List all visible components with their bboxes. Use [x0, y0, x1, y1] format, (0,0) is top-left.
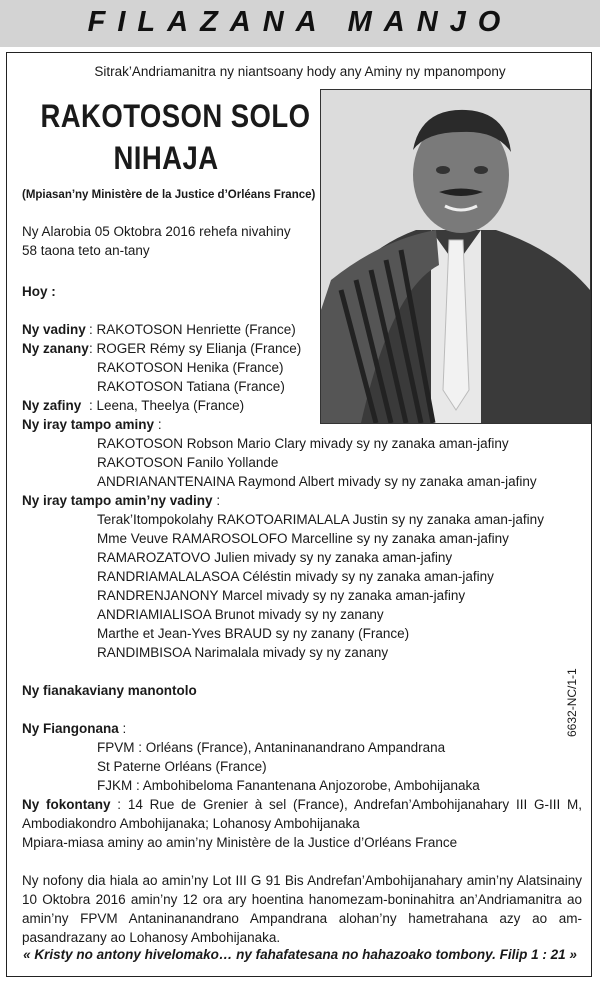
- fiangonana-item: FPVM : Orléans (France), Antaninanandrano Ampandrana: [97, 740, 446, 755]
- fiangonana-item: FJKM : Ambohibeloma Fanantenana Anjozorobe, Ambohijanaka: [97, 778, 480, 793]
- iray-tampo-vady-item: Mme Veuve RAMAROSOLOFO Marcelline sy ny zanaka aman-jafiny: [97, 531, 509, 546]
- iray-tampo-label: Ny iray tampo aminy: [22, 417, 155, 432]
- iray-tampo-item: ANDRIANANTENAINA Raymond Albert mivady sy ny zanaka aman-jafiny: [97, 474, 537, 489]
- bible-quote: « Kristy no antony hivelomako… ny fahafatesana no hahazoako tombony. Filip 1 : 21 »: [23, 947, 577, 962]
- iray-tampo-item: RAKOTOSON Robson Mario Clary mivady sy ny zanaka aman-jafiny: [97, 436, 509, 451]
- zanany-label: Ny zanany: [22, 341, 89, 356]
- fiangonana-colon: :: [118, 721, 127, 736]
- iray-tampo-vady-item: RANDIMBISOA Narimalala mivady sy ny zanany: [97, 645, 389, 660]
- iray-tampo-vady-label: Ny iray tampo amin’ny vadiny: [22, 493, 213, 508]
- zafiny-label: Ny zafiny: [22, 398, 82, 413]
- fokontany-label: Ny fokontany: [22, 797, 111, 812]
- death-date-line2: 58 taona teto an-tany: [22, 243, 150, 258]
- deceased-role: (Mpiasan’ny Ministère de la Justice d’Orléans France): [22, 189, 316, 201]
- iray-tampo-vady-colon: :: [216, 493, 221, 508]
- portrait-photo: [320, 89, 591, 424]
- fokontany-text: : 14 Rue de Grenier à sel (France), Andrefan’Ambohijanahary III G-III M, Ambodiakondro Ambohijanaka; Lohanosy Ambohijanaka: [22, 797, 582, 831]
- deceased-name-line1: RAKOTOSON SOLO: [40, 98, 311, 134]
- iray-tampo-vady-item: RANDRIAMALALASOA Céléstin mivady sy ny zanaka aman-jafiny: [97, 569, 494, 584]
- zanany-item: : ROGER Rémy sy Elianja (France): [89, 341, 302, 356]
- funeral-paragraph: Ny nofony dia hiala ao amin’ny Lot III G 91 Bis Andrefan’Ambohijanahary amin’ny Alatsinainy 10 Oktobra 2016 amin’ny 12 ora ary hoentina hanomezam-boninahitra an’Andriamanitra ao amin’ny FPVM Antaninanandrano Ampandrana alohan’ny hametrahana azy ao am-pasandrazany ao Lohanosy Ambohijanaka.: [22, 873, 582, 945]
- iray-tampo-vady-item: RANDRENJANONY Marcel mivady sy ny zanaka aman-jafiny: [97, 588, 466, 603]
- zafiny-value: : Leena, Theelya (France): [89, 398, 245, 413]
- iray-tampo-vady-item: Terak’Itompokolahy RAKOTOARIMALALA Justin sy ny zanaka aman-jafiny: [97, 512, 544, 527]
- death-date-line1: Ny Alarobia 05 Oktobra 2016 rehefa nivahiny: [22, 224, 291, 239]
- zanany-item: RAKOTOSON Tatiana (France): [97, 379, 285, 394]
- fianakaviana-label: Ny fianakaviany manontolo: [22, 683, 197, 698]
- zanany-item: RAKOTOSON Henika (France): [97, 360, 284, 375]
- fokontany-paragraph: [22, 795, 582, 833]
- vadiny-value: : RAKOTOSON Henriette (France): [89, 322, 296, 337]
- iray-tampo-item: RAKOTOSON Fanilo Yollande: [97, 455, 279, 470]
- fiangonana-label: Ny Fiangonana: [22, 721, 119, 736]
- notice-title: FILAZANA MANJO: [87, 6, 513, 38]
- iray-tampo-vady-item: ANDRIAMIALISOA Brunot mivady sy ny zanany: [97, 607, 384, 622]
- intro-text: Sitrak’Andriamanitra ny niantsoany hody any Aminy ny mpanompony: [94, 64, 506, 79]
- iray-tampo-vady-item: RAMAROZATOVO Julien mivady sy ny zanaka aman-jafiny: [97, 550, 453, 565]
- vadiny-label: Ny vadiny: [22, 322, 86, 337]
- header-banner: [0, 0, 600, 47]
- mpiara-miasa-text: Mpiara-miasa aminy ao amin’ny Ministère de la Justice d’Orléans France: [22, 835, 458, 850]
- hoy-label: Hoy :: [22, 284, 56, 299]
- deceased-name-line2: NIHAJA: [113, 140, 219, 176]
- iray-tampo-colon: :: [157, 417, 162, 432]
- fiangonana-item: St Paterne Orléans (France): [97, 759, 267, 774]
- iray-tampo-vady-item: Marthe et Jean-Yves BRAUD sy ny zanany (France): [97, 626, 410, 641]
